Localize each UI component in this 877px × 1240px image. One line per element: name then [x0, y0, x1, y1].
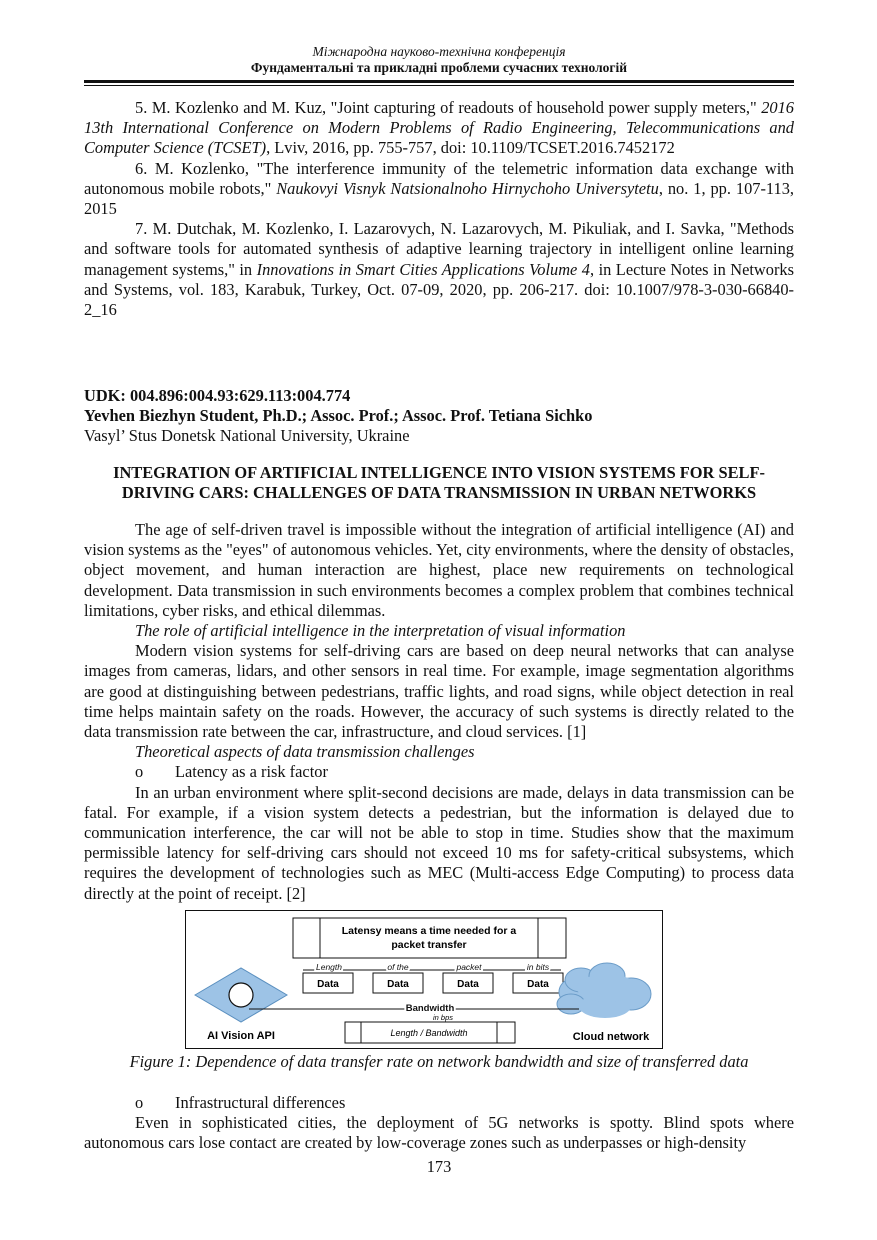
header-rule-thick [84, 80, 794, 83]
data-packet-label: Data [317, 979, 339, 990]
bullet-text: Latency as a risk factor [175, 762, 328, 782]
bullet-infrastructure [84, 1093, 794, 1113]
cloud-network-label: Cloud network [572, 1031, 650, 1043]
reference-venue: Innovations in Smart Cities Applications Volume 4 [256, 259, 591, 279]
article-body-continued [84, 1093, 794, 1154]
reference-6 [84, 159, 794, 220]
reference-7 [84, 219, 794, 320]
label-of-the: of the [387, 962, 409, 972]
page-number: 173 [426, 1157, 452, 1176]
figure-caption: Figure 1: Dependence of data transfer rate on network bandwidth and size of transferred data [129, 1052, 749, 1071]
latency-definition-box [293, 918, 566, 958]
paragraph-vision-systems: Modern vision systems for self-driving cars are based on deep neural networks that can analyse images from cameras, lidars, and other sensors in real time. For example, image segmentation algorithms are good at distinguishing between pedestrians, traffic lights, and road signs, while object detection in real time helps maintain safety on the roads. However, the accuracy of such systems is directly related to the data transmission rate between the car, infrastructure, and cloud services. [1] [84, 641, 794, 742]
header-rule-thin [84, 85, 794, 86]
bullet-latency [84, 762, 794, 782]
latency-definition-line-2: packet transfer [391, 939, 467, 951]
bullet-mark: o [135, 1093, 144, 1112]
reference-details: , Lviv, 2016, pp. 755-757, doi: 10.1109/TCSET.2016.7452172 [266, 138, 675, 158]
bullet-text: Infrastructural differences [175, 1093, 346, 1112]
data-packet-label: Data [387, 979, 409, 990]
reference-5 [84, 98, 794, 159]
reference-details: , in Lecture Notes in Networks and Systems, vol. 183, Karabuk, Turkey, Oct. 07-09, 2020, pp. 206-217. doi: 10.1007/978-3-030-66840-2_16 [84, 259, 794, 320]
authors: Yevhen Biezhyn Student, Ph.D.; Assoc. Prof.; Assoc. Prof. Tetiana Sichko [84, 406, 593, 426]
formula-label: Length / Bandwidth [390, 1028, 468, 1038]
reference-text: 6. M. Kozlenko, "The interference immunity of the telemetric information data exchange with autonomous mobile robots," [84, 158, 794, 198]
bandwidth-unit: in bps [432, 1013, 454, 1022]
article-body [84, 520, 794, 904]
latency-definition-line-1: Latensy means a time needed for a [341, 925, 517, 937]
label-packet: packet [456, 962, 482, 972]
references [84, 98, 794, 320]
data-packet-label: Data [457, 979, 479, 990]
bullet-mark: o [135, 762, 144, 782]
ai-vision-api-label: AI Vision API [207, 1030, 275, 1042]
paragraph-intro: The age of self-driven travel is impossible without the integration of artificial intelligence (AI) and vision systems as the "eyes" of autonomous vehicles. Yet, city environments, where the density of obstacles, object movement, and human interaction are highest, place new requirements on technological development. Data transmission in such environments becomes a complex problem that combines technical limitations, cyber risks, and ethical dilemmas. [84, 520, 794, 620]
section-heading-ai-role: The role of artificial intelligence in the interpretation of visual information [135, 621, 626, 641]
figure-latency-diagram [185, 910, 663, 1049]
article-title [84, 463, 794, 503]
data-packet-label: Data [527, 979, 549, 990]
affiliation: Vasyl’ Stus Donetsk National University, Ukraine [84, 426, 410, 446]
article-meta [84, 386, 794, 447]
section-heading-theory: Theoretical aspects of data transmission challenges [135, 742, 475, 762]
bandwidth-label: Bandwidth [405, 1003, 455, 1014]
paragraph-latency: In an urban environment where split-second decisions are made, delays in data transmission can be fatal. For example, if a vision system detects a pedestrian, but the information is delayed due to communication interference, the car will not be able to stop in time. Studies show that the maximum permissible latency for self-driving cars should not exceed 10 ms for safety-critical subsystems, which requires the development of technologies such as MEC (Multi-access Edge Computing) to process data directly at the point of receipt. [2] [84, 782, 794, 903]
label-in-bits: in bits [526, 962, 550, 972]
paragraph-infrastructure: Even in sophisticated cities, the deployment of 5G networks is spotty. Blind spots where autonomous cars lose contact are created by low-coverage zones such as underpasses or high-density [84, 1113, 794, 1153]
reference-details: , no. 1, pp. 107-113, 2015 [84, 178, 794, 219]
reference-text: 7. M. Dutchak, M. Kozlenko, I. Lazarovych, N. Lazarovych, M. Pikuliak, and I. Savka, "Methods and software tools for automated synthesis of adaptive learning trajectory in intelligent online learning management systems," in [84, 219, 794, 279]
reference-venue: 2016 13th International Conference on Modern Problems of Radio Engineering, Telecommunications and Computer Science (TCSET) [84, 98, 794, 158]
udk-code: UDK: 004.896:004.93:629.113:004.774 [84, 386, 351, 405]
title-line-1: INTEGRATION OF ARTIFICIAL INTELLIGENCE INTO VISION SYSTEMS FOR SELF- [113, 463, 765, 482]
running-header [84, 44, 794, 76]
title-line-2: DRIVING CARS: CHALLENGES OF DATA TRANSMISSION IN URBAN NETWORKS [121, 483, 757, 503]
header-conference: Міжнародна науково-технічна конференція [312, 44, 566, 59]
reference-text: 5. M. Kozlenko and M. Kuz, "Joint capturing of readouts of household power supply meters," [135, 98, 762, 117]
header-title: Фундаментальні та прикладні проблеми сучасних технологій [250, 60, 628, 75]
reference-venue: Naukovyi Visnyk Natsionalnoho Hirnychoho Universytetu [276, 178, 659, 198]
camera-lens-icon [229, 983, 253, 1007]
label-length: Length [316, 962, 342, 972]
